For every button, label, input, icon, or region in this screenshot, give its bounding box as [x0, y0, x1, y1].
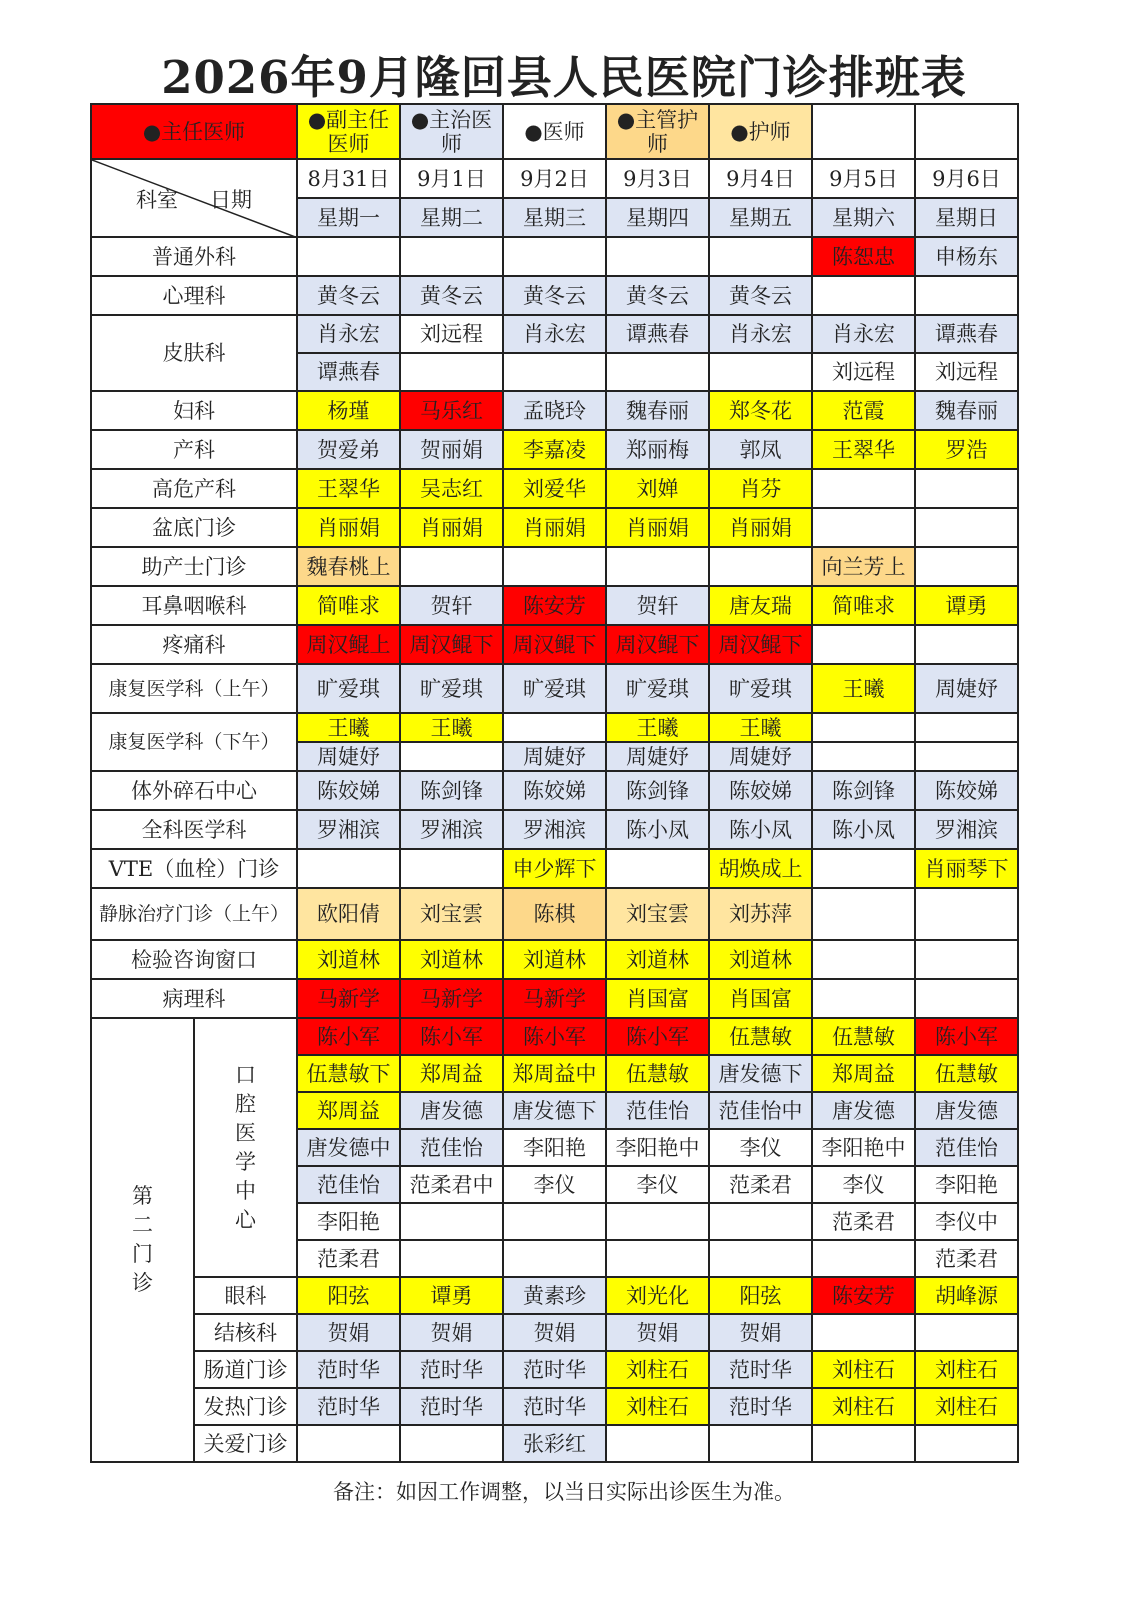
schedule-cell	[812, 713, 915, 742]
dept-label: 肠道门诊	[194, 1351, 297, 1388]
schedule-cell: 李仪	[709, 1129, 812, 1166]
schedule-cell: 郭凤	[709, 430, 812, 469]
schedule-cell: 伍慧敏	[606, 1055, 709, 1092]
schedule-cell	[915, 713, 1018, 742]
schedule-cell: 周汉鲲下	[709, 625, 812, 664]
schedule-cell: 肖永宏	[709, 315, 812, 353]
schedule-cell	[915, 276, 1018, 315]
date-header: 9月4日	[709, 159, 812, 198]
schedule-cell: 刘道林	[606, 940, 709, 979]
schedule-cell	[915, 508, 1018, 547]
schedule-cell: 马乐红	[400, 391, 503, 430]
schedule-cell: 旷爱琪	[606, 664, 709, 713]
weekday-header: 星期一	[297, 198, 400, 237]
schedule-cell: 唐发德下	[503, 1092, 606, 1129]
schedule-cell	[606, 1425, 709, 1462]
schedule-cell	[709, 237, 812, 276]
schedule-cell: 唐发德下	[709, 1055, 812, 1092]
schedule-cell: 贺娟	[400, 1314, 503, 1351]
schedule-cell	[297, 1425, 400, 1462]
schedule-cell	[812, 469, 915, 508]
schedule-cell: 范时华	[400, 1351, 503, 1388]
schedule-cell: 范霞	[812, 391, 915, 430]
corner-date-label: 日期	[210, 188, 252, 212]
schedule-cell	[915, 979, 1018, 1018]
schedule-cell: 郑周益	[400, 1055, 503, 1092]
header-corner	[91, 159, 297, 237]
schedule-cell: 陈姣娣	[503, 771, 606, 810]
date-header: 9月5日	[812, 159, 915, 198]
schedule-cell	[297, 849, 400, 888]
schedule-cell: 旷爱琪	[503, 664, 606, 713]
schedule-cell: 陈小军	[400, 1018, 503, 1055]
schedule-cell: 周婕妤	[709, 742, 812, 771]
schedule-cell: 罗湘滨	[915, 810, 1018, 849]
schedule-cell: 李仪	[812, 1166, 915, 1203]
schedule-cell: 郑冬花	[709, 391, 812, 430]
schedule-cell: 王曦	[297, 713, 400, 742]
schedule-cell	[812, 1314, 915, 1351]
schedule-cell: 魏春桃上	[297, 547, 400, 586]
schedule-cell: 王曦	[812, 664, 915, 713]
schedule-cell: 刘婵	[606, 469, 709, 508]
schedule-cell: 李阳艳中	[606, 1129, 709, 1166]
dept-label: 眼科	[194, 1277, 297, 1314]
schedule-cell	[812, 742, 915, 771]
schedule-cell: 阳弦	[709, 1277, 812, 1314]
dept-label: 检验咨询窗口	[91, 940, 297, 979]
dept-label: 发热门诊	[194, 1388, 297, 1425]
schedule-cell: 罗湘滨	[400, 810, 503, 849]
schedule-cell: 阳弦	[297, 1277, 400, 1314]
schedule-cell: 伍慧敏	[915, 1055, 1018, 1092]
schedule-cell: 陈小军	[915, 1018, 1018, 1055]
schedule-cell: 周汉鲲下	[400, 625, 503, 664]
schedule-cell	[503, 713, 606, 742]
dept-label: 康复医学科（下午）	[91, 713, 297, 771]
schedule-cell: 陈安芳	[812, 1277, 915, 1314]
schedule-cell: 贺轩	[606, 586, 709, 625]
schedule-cell	[606, 353, 709, 391]
schedule-cell: 肖丽琴下	[915, 849, 1018, 888]
schedule-cell: 郑周益	[297, 1092, 400, 1129]
schedule-cell: 贺丽娟	[400, 430, 503, 469]
schedule-cell: 旷爱琪	[297, 664, 400, 713]
schedule-cell: 向兰芳上	[812, 547, 915, 586]
schedule-cell: 陈小凤	[606, 810, 709, 849]
schedule-cell: 伍慧敏下	[297, 1055, 400, 1092]
schedule-cell: 肖丽娟	[709, 508, 812, 547]
schedule-cell: 周婕妤	[297, 742, 400, 771]
schedule-cell: 李仪	[503, 1166, 606, 1203]
schedule-cell: 马新学	[503, 979, 606, 1018]
schedule-cell: 范时华	[297, 1388, 400, 1425]
schedule-cell: 贺娟	[606, 1314, 709, 1351]
dept-label: VTE（血栓）门诊	[91, 849, 297, 888]
schedule-cell: 肖永宏	[503, 315, 606, 353]
schedule-cell	[400, 849, 503, 888]
schedule-cell: 陈小军	[606, 1018, 709, 1055]
schedule-cell: 郑周益中	[503, 1055, 606, 1092]
dept-label: 产科	[91, 430, 297, 469]
schedule-cell: 肖丽娟	[606, 508, 709, 547]
schedule-cell	[709, 1425, 812, 1462]
schedule-cell	[709, 1240, 812, 1277]
schedule-cell: 罗湘滨	[297, 810, 400, 849]
schedule-cell: 张彩红	[503, 1425, 606, 1462]
schedule-cell: 范佳怡	[297, 1166, 400, 1203]
second-clinic-text: 第二门诊	[132, 1184, 153, 1295]
dental-center-label	[194, 1018, 297, 1277]
schedule-cell: 肖永宏	[297, 315, 400, 353]
schedule-cell: 范佳怡	[400, 1129, 503, 1166]
page-title: 2026年9月隆回县人民医院门诊排班表	[161, 51, 967, 104]
schedule-cell	[400, 1203, 503, 1240]
schedule-cell: 刘苏萍	[709, 888, 812, 940]
second-clinic-label	[91, 1018, 194, 1462]
schedule-cell: 范柔君	[915, 1240, 1018, 1277]
dept-label: 皮肤科	[91, 315, 297, 391]
legend-nurse: ●护师	[709, 104, 812, 159]
schedule-cell: 贺娟	[297, 1314, 400, 1351]
schedule-cell: 唐发德	[812, 1092, 915, 1129]
schedule-cell: 李阳艳	[915, 1166, 1018, 1203]
legend-assoc: ●副主任医师	[297, 104, 400, 159]
schedule-cell: 刘宝雲	[606, 888, 709, 940]
schedule-cell: 郑丽梅	[606, 430, 709, 469]
schedule-cell: 王曦	[709, 713, 812, 742]
schedule-cell	[606, 1240, 709, 1277]
schedule-cell: 贺娟	[503, 1314, 606, 1351]
schedule-cell: 刘远程	[400, 315, 503, 353]
corner-diagonal	[92, 160, 297, 237]
schedule-cell: 刘远程	[812, 353, 915, 391]
schedule-cell	[812, 888, 915, 940]
schedule-cell: 刘宝雲	[400, 888, 503, 940]
date-header: 9月3日	[606, 159, 709, 198]
schedule-cell	[400, 742, 503, 771]
schedule-cell: 李阳艳	[297, 1203, 400, 1240]
schedule-cell	[915, 1425, 1018, 1462]
schedule-cell: 周婕妤	[606, 742, 709, 771]
schedule-cell	[812, 940, 915, 979]
schedule-cell: 陈剑锋	[400, 771, 503, 810]
schedule-cell: 马新学	[400, 979, 503, 1018]
schedule-cell: 陈恕忠	[812, 237, 915, 276]
dept-label: 盆底门诊	[91, 508, 297, 547]
schedule-cell	[503, 237, 606, 276]
schedule-cell: 黄冬云	[400, 276, 503, 315]
schedule-cell	[812, 1240, 915, 1277]
schedule-cell: 周婕妤	[503, 742, 606, 771]
schedule-cell	[915, 1314, 1018, 1351]
schedule-cell: 刘柱石	[812, 1351, 915, 1388]
schedule-cell: 陈姣娣	[915, 771, 1018, 810]
schedule-cell: 刘柱石	[812, 1388, 915, 1425]
dept-label: 结核科	[194, 1314, 297, 1351]
schedule-cell: 王曦	[606, 713, 709, 742]
date-header: 9月1日	[400, 159, 503, 198]
schedule-cell: 伍慧敏	[812, 1018, 915, 1055]
schedule-cell: 刘柱石	[606, 1388, 709, 1425]
schedule-cell: 刘柱石	[606, 1351, 709, 1388]
schedule-cell: 孟晓玲	[503, 391, 606, 430]
schedule-cell: 胡焕成上	[709, 849, 812, 888]
schedule-cell	[606, 849, 709, 888]
corner-dept-label: 科室	[136, 188, 178, 212]
schedule-cell: 周汉鲲上	[297, 625, 400, 664]
schedule-cell: 肖丽娟	[503, 508, 606, 547]
schedule-cell: 陈小凤	[709, 810, 812, 849]
schedule-cell: 范佳怡	[915, 1129, 1018, 1166]
schedule-cell	[503, 1203, 606, 1240]
schedule-cell	[709, 353, 812, 391]
schedule-cell: 谭勇	[915, 586, 1018, 625]
legend-charge: ●主管护师	[606, 104, 709, 159]
schedule-cell: 黄冬云	[606, 276, 709, 315]
schedule-cell	[503, 547, 606, 586]
dental-center-text: 口腔医学中心	[235, 1062, 256, 1232]
schedule-cell	[915, 625, 1018, 664]
schedule-cell: 旷爱琪	[709, 664, 812, 713]
schedule-cell	[812, 508, 915, 547]
schedule-cell: 王翠华	[297, 469, 400, 508]
schedule-cell: 刘道林	[503, 940, 606, 979]
schedule-cell: 简唯求	[812, 586, 915, 625]
schedule-cell: 伍慧敏	[709, 1018, 812, 1055]
schedule-cell: 陈小凤	[812, 810, 915, 849]
schedule-cell	[606, 547, 709, 586]
schedule-cell: 肖丽娟	[297, 508, 400, 547]
weekday-header: 星期六	[812, 198, 915, 237]
legend-attend: ●主治医师	[400, 104, 503, 159]
dept-label: 病理科	[91, 979, 297, 1018]
date-header: 9月2日	[503, 159, 606, 198]
weekday-header: 星期五	[709, 198, 812, 237]
schedule-cell: 马新学	[297, 979, 400, 1018]
schedule-cell: 范柔君	[812, 1203, 915, 1240]
schedule-cell: 唐发德中	[297, 1129, 400, 1166]
schedule-cell	[400, 353, 503, 391]
schedule-cell: 唐发德	[915, 1092, 1018, 1129]
schedule-cell: 杨瑾	[297, 391, 400, 430]
schedule-cell: 申少辉下	[503, 849, 606, 888]
schedule-cell: 周婕妤	[915, 664, 1018, 713]
schedule-cell: 李阳艳中	[812, 1129, 915, 1166]
schedule-cell	[400, 547, 503, 586]
schedule-cell	[709, 1203, 812, 1240]
schedule-cell: 简唯求	[297, 586, 400, 625]
schedule-cell: 贺娟	[709, 1314, 812, 1351]
schedule-cell: 范佳怡	[606, 1092, 709, 1129]
schedule-cell	[503, 353, 606, 391]
date-header: 8月31日	[297, 159, 400, 198]
schedule-cell	[297, 237, 400, 276]
schedule-cell	[812, 625, 915, 664]
schedule-cell: 魏春丽	[606, 391, 709, 430]
schedule-cell	[812, 849, 915, 888]
schedule-cell: 罗浩	[915, 430, 1018, 469]
schedule-cell: 王曦	[400, 713, 503, 742]
schedule-cell: 范柔君中	[400, 1166, 503, 1203]
dept-label: 普通外科	[91, 237, 297, 276]
schedule-cell: 贺轩	[400, 586, 503, 625]
schedule-cell	[812, 979, 915, 1018]
legend-doc: ●医师	[503, 104, 606, 159]
schedule-cell: 范时华	[297, 1351, 400, 1388]
schedule-cell: 郑周益	[812, 1055, 915, 1092]
date-header: 9月6日	[915, 159, 1018, 198]
schedule-cell	[915, 469, 1018, 508]
schedule-cell: 肖国富	[606, 979, 709, 1018]
schedule-cell: 刘道林	[400, 940, 503, 979]
schedule-cell: 肖丽娟	[400, 508, 503, 547]
legend-empty	[915, 104, 1018, 159]
dept-label: 关爱门诊	[194, 1425, 297, 1462]
schedule-cell: 陈姣娣	[297, 771, 400, 810]
schedule-cell: 范时华	[400, 1388, 503, 1425]
schedule-cell: 陈小军	[297, 1018, 400, 1055]
schedule-cell: 黄素珍	[503, 1277, 606, 1314]
dept-label: 全科医学科	[91, 810, 297, 849]
schedule-cell: 胡峰源	[915, 1277, 1018, 1314]
schedule-cell	[606, 1203, 709, 1240]
schedule-cell: 范时华	[503, 1388, 606, 1425]
schedule-cell: 李仪中	[915, 1203, 1018, 1240]
schedule-cell	[915, 742, 1018, 771]
legend-empty	[812, 104, 915, 159]
schedule-cell	[400, 1240, 503, 1277]
schedule-cell: 刘柱石	[915, 1351, 1018, 1388]
schedule-cell: 刘远程	[915, 353, 1018, 391]
schedule-cell: 黄冬云	[503, 276, 606, 315]
schedule-cell: 范时华	[709, 1388, 812, 1425]
dept-label: 康复医学科（上午）	[91, 664, 297, 713]
legend-chief: ●主任医师	[91, 104, 297, 159]
schedule-cell: 魏春丽	[915, 391, 1018, 430]
weekday-header: 星期日	[915, 198, 1018, 237]
schedule-cell	[812, 1425, 915, 1462]
schedule-cell: 刘爱华	[503, 469, 606, 508]
schedule-cell: 陈剑锋	[606, 771, 709, 810]
schedule-cell: 周汉鲲下	[606, 625, 709, 664]
schedule-cell: 黄冬云	[709, 276, 812, 315]
schedule-cell: 李仪	[606, 1166, 709, 1203]
schedule-table	[90, 103, 1019, 1463]
schedule-cell: 范柔君	[709, 1166, 812, 1203]
schedule-cell: 旷爱琪	[400, 664, 503, 713]
schedule-cell: 刘柱石	[915, 1388, 1018, 1425]
schedule-cell: 谭勇	[400, 1277, 503, 1314]
dept-label: 助产士门诊	[91, 547, 297, 586]
schedule-cell	[400, 1425, 503, 1462]
schedule-cell	[812, 276, 915, 315]
schedule-cell: 肖永宏	[812, 315, 915, 353]
schedule-cell: 陈剑锋	[812, 771, 915, 810]
schedule-cell: 刘道林	[709, 940, 812, 979]
schedule-cell: 欧阳倩	[297, 888, 400, 940]
schedule-cell	[915, 940, 1018, 979]
dept-label: 心理科	[91, 276, 297, 315]
schedule-cell	[606, 237, 709, 276]
schedule-cell: 陈姣娣	[709, 771, 812, 810]
schedule-cell: 李嘉凌	[503, 430, 606, 469]
footnote: 备注：如因工作调整，以当日实际出诊医生为准。	[333, 1480, 795, 1504]
schedule-cell: 吴志红	[400, 469, 503, 508]
schedule-cell	[503, 1240, 606, 1277]
schedule-cell: 范佳怡中	[709, 1092, 812, 1129]
weekday-header: 星期二	[400, 198, 503, 237]
schedule-cell: 李阳艳	[503, 1129, 606, 1166]
schedule-cell: 申杨东	[915, 237, 1018, 276]
schedule-cell	[915, 547, 1018, 586]
schedule-cell: 肖国富	[709, 979, 812, 1018]
schedule-cell: 唐发德	[400, 1092, 503, 1129]
schedule-cell: 贺爱弟	[297, 430, 400, 469]
schedule-cell: 谭燕春	[915, 315, 1018, 353]
schedule-cell: 王翠华	[812, 430, 915, 469]
dept-label: 疼痛科	[91, 625, 297, 664]
schedule-cell: 陈小军	[503, 1018, 606, 1055]
schedule-cell: 陈棋	[503, 888, 606, 940]
schedule-cell	[709, 547, 812, 586]
schedule-cell: 谭燕春	[297, 353, 400, 391]
schedule-cell: 范时华	[503, 1351, 606, 1388]
schedule-cell: 陈安芳	[503, 586, 606, 625]
schedule-cell: 黄冬云	[297, 276, 400, 315]
dept-label: 体外碎石中心	[91, 771, 297, 810]
schedule-cell: 刘光化	[606, 1277, 709, 1314]
dept-label: 妇科	[91, 391, 297, 430]
dept-label: 耳鼻咽喉科	[91, 586, 297, 625]
schedule-cell: 谭燕春	[606, 315, 709, 353]
weekday-header: 星期四	[606, 198, 709, 237]
schedule-cell: 范柔君	[297, 1240, 400, 1277]
schedule-cell: 周汉鲲下	[503, 625, 606, 664]
dept-label: 静脉治疗门诊（上午）	[91, 888, 297, 940]
weekday-header: 星期三	[503, 198, 606, 237]
dept-label: 高危产科	[91, 469, 297, 508]
schedule-cell	[915, 888, 1018, 940]
schedule-cell: 肖芬	[709, 469, 812, 508]
schedule-cell: 罗湘滨	[503, 810, 606, 849]
schedule-cell	[400, 237, 503, 276]
schedule-cell: 范时华	[709, 1351, 812, 1388]
schedule-cell: 刘道林	[297, 940, 400, 979]
schedule-cell: 唐友瑞	[709, 586, 812, 625]
